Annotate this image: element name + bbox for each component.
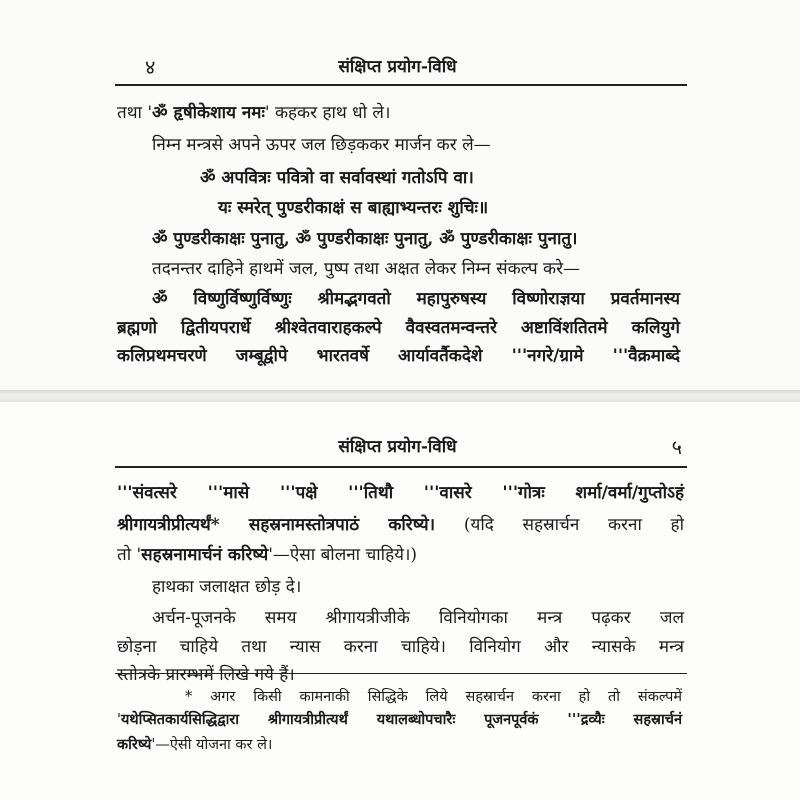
text-line: [152, 286, 680, 312]
page-header: [115, 432, 680, 462]
bold-span: ॐ हृषीकेशाय नमः: [152, 103, 265, 123]
text-span: ' कहकर हाथ धो ले।: [264, 103, 391, 123]
text-span: '—ऐसी योजना कर ले।: [151, 737, 273, 753]
page-divider: [0, 390, 800, 402]
text-line: [152, 574, 301, 600]
text-span: तदनन्तर दाहिने हाथमें जल, पुष्प तथा अक्षत लेकर निम्न संकल्प करे—: [152, 259, 581, 279]
text-span: तथा ': [117, 103, 153, 123]
text-span: स्तोत्रके प्रारम्भमें लिखे गये हैं।: [117, 665, 295, 685]
text-span: अर्चन-पूजनके समय श्रीगायत्रीजीके विनियोगका मन्त्र पढ़कर जल: [152, 608, 684, 628]
bold-span: '''संवत्सरे '''मासे '''पक्षे '''तिथौ '''वासरे '''गोत्रः शर्मा/वर्मा/गुप्तोऽहं: [117, 483, 684, 503]
header-rule: [115, 466, 687, 468]
bold-span: ॐ विष्णुर्विष्णुर्विष्णुः श्रीमद्भगवतो महापुरुषस्य विष्णोराज्ञया प्रवर्तमानस्य: [152, 289, 680, 309]
bold-span: ब्रह्मणो द्वितीयपरार्धे श्रीश्वेतवाराहकल्पे वैवस्वतमन्वन्तरे अष्टाविंशतितमे कलियुगे: [117, 318, 680, 338]
header-title: संक्षिप्त प्रयोग-विधि: [338, 437, 457, 457]
text-line: [117, 100, 390, 126]
text-span: तो ': [117, 545, 142, 565]
text-line: [152, 226, 577, 252]
text-line: [117, 343, 680, 369]
bold-span: कलिप्रथमचरणे जम्बूद्वीपे भारतवर्षे आर्यावर्तैकदेशे '''नगरे/ग्रामे '''वैक्रमाब्दे: [117, 346, 680, 366]
bold-span: ॐ पुण्डरीकाक्षः पुनातु, ॐ पुण्डरीकाक्षः पुनातु, ॐ पुण्डरीकाक्षः पुनातु।: [152, 229, 578, 249]
text-line: [152, 256, 580, 282]
text-span: हाथका जलाक्षत छोड़ दे।: [152, 577, 302, 597]
header-rule: [115, 84, 687, 86]
text-span: '—ऐसा बोलना चाहिये।): [268, 545, 418, 565]
header-title: संक्षिप्त प्रयोग-विधि: [338, 57, 457, 77]
text-line: [117, 542, 417, 568]
footnote-rule: [115, 673, 687, 674]
bold-span: ॐ अपवित्रः पवित्रो वा सर्वावस्थां गतोऽपि वा।: [200, 168, 474, 188]
text-line: [117, 315, 680, 341]
page-number: ५: [671, 435, 682, 459]
bold-span: सहस्रनामार्चनं करिष्ये: [141, 545, 269, 565]
text-span: * अगर किसी कामनाकी सिद्धिके लिये सहस्रार्चन करना हो तो संकल्पमें: [185, 689, 682, 705]
text-line: [218, 195, 488, 221]
bold-span: यः स्मरेत् पुण्डरीकाक्षं स बाह्याभ्यन्तरः शुचिः॥: [218, 198, 489, 218]
text-span: (यदि सहस्रार्चन करना हो: [435, 515, 684, 535]
text-span: छोड़ना चाहिये तथा न्यास करना चाहिये। विनियोग और न्यासके मन्त्र: [117, 637, 684, 657]
bold-span: श्रीगायत्रीप्रीत्यर्थं* सहस्रनामस्तोत्रपाठं करिष्ये।: [117, 515, 436, 535]
text-line: [152, 132, 491, 158]
bold-span: करिष्ये: [117, 736, 152, 753]
bold-span: यथेप्सितकार्यसिद्धिद्वारा श्रीगायत्रीप्रीत्यर्थं यथालब्धोपचारैः पूजनपूर्वकं '''द्रव्यैः सहस्रार्चनं: [121, 711, 682, 728]
text-span: ': [117, 712, 121, 728]
text-line: [200, 165, 474, 191]
text-line: [117, 480, 684, 506]
text-line: [152, 605, 684, 631]
text-line: [117, 634, 684, 660]
text-line: [117, 512, 684, 538]
text-line: [117, 732, 272, 758]
page-number: ४: [145, 55, 156, 79]
text-span: निम्न मन्त्रसे अपने ऊपर जल छिड़ककर मार्जन कर ले—: [152, 135, 491, 155]
page-header: [115, 52, 680, 82]
text-line: [117, 707, 682, 733]
bottom-page: [0, 402, 800, 800]
top-page: [0, 0, 800, 390]
